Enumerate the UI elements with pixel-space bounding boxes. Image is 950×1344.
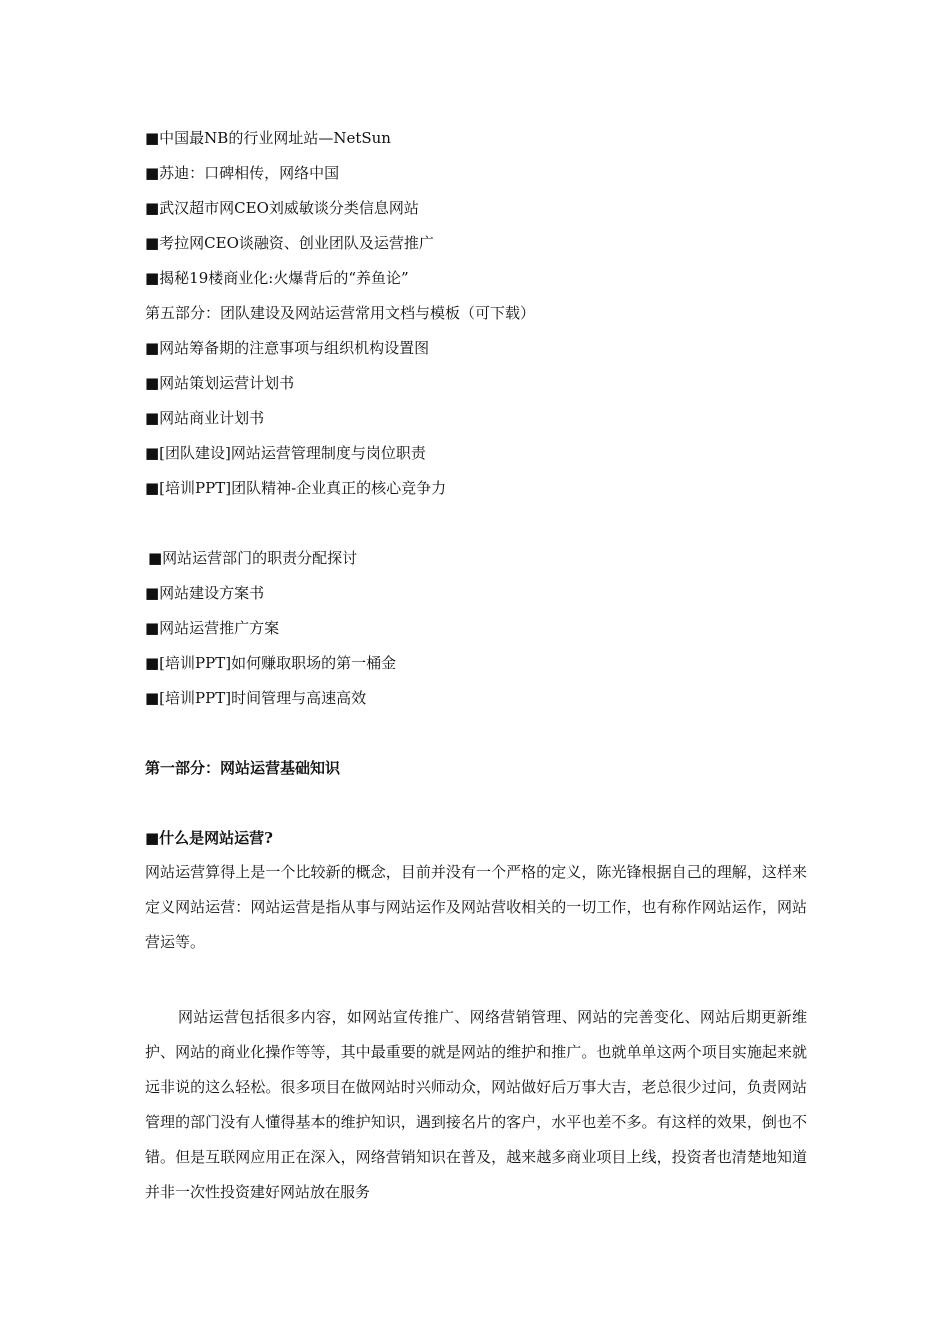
document-page (145, 0, 807, 1344)
list-item: ■网站商业计划书 (145, 409, 265, 427)
list-item: ■[培训PPT]团队精神-企业真正的核心竞争力 (145, 479, 447, 497)
list-item: ■[团队建设]网站运营管理制度与岗位职责 (145, 444, 426, 462)
list-item: ■网站运营部门的职责分配探讨 (148, 549, 358, 567)
paragraph-definition: 网站运营算得上是一个比较新的概念，目前并没有一个严格的定义，陈光锋根据自己的理解，这样来定义网站运营：网站运营是指从事与网站运作及网站营收相关的一切工作，也有称作网站运作，网站营运等。 (145, 863, 807, 951)
list-item: ■[培训PPT]时间管理与高速高效 (145, 689, 367, 707)
list-item: ■网站运营推广方案 (145, 619, 280, 637)
list-item: ■[培训PPT]如何赚取职场的第一桶金 (145, 654, 397, 672)
list-item: ■网站筹备期的注意事项与组织机构设置图 (145, 339, 430, 357)
list-item: ■武汉超市网CEO刘威敏谈分类信息网站 (145, 199, 419, 217)
list-item: ■考拉网CEO谈融资、创业团队及运营推广 (145, 234, 434, 252)
section-heading-part1: 第一部分：网站运营基础知识 (145, 759, 341, 777)
paragraph-content: 网站运营包括很多内容，如网站宣传推广、网络营销管理、网站的完善变化、网站后期更新维护、网站的商业化操作等等，其中最重要的就是网站的维护和推广。也就单单这两个项目实施起来就远非说的这么轻松。很多项目在做网站时兴师动众，网站做好后万事大吉，老总很少过问，负责网站管理的部门没有人懂得基本的维护知识，遇到接名片的客户，水平也差不多。有这样的效果，倒也不错。但是互联网应用正在深入，网络营销知识在普及，越来越多商业项目上线，投资者也清楚地知道并非一次性投资建好网站放在服务 (145, 1008, 807, 1201)
question-heading: ■什么是网站运营? (145, 829, 273, 847)
list-item: ■网站建设方案书 (145, 584, 265, 602)
list-item: ■网站策划运营计划书 (145, 374, 295, 392)
section-heading-part5: 第五部分：团队建设及网站运营常用文档与模板（可下载） (145, 304, 536, 322)
list-item: ■中国最NB的行业网址站—NetSun (145, 129, 391, 147)
list-item: ■揭秘19楼商业化:火爆背后的“养鱼论” (145, 269, 409, 287)
list-item: ■苏迪：口碑相传，网络中国 (145, 164, 340, 182)
